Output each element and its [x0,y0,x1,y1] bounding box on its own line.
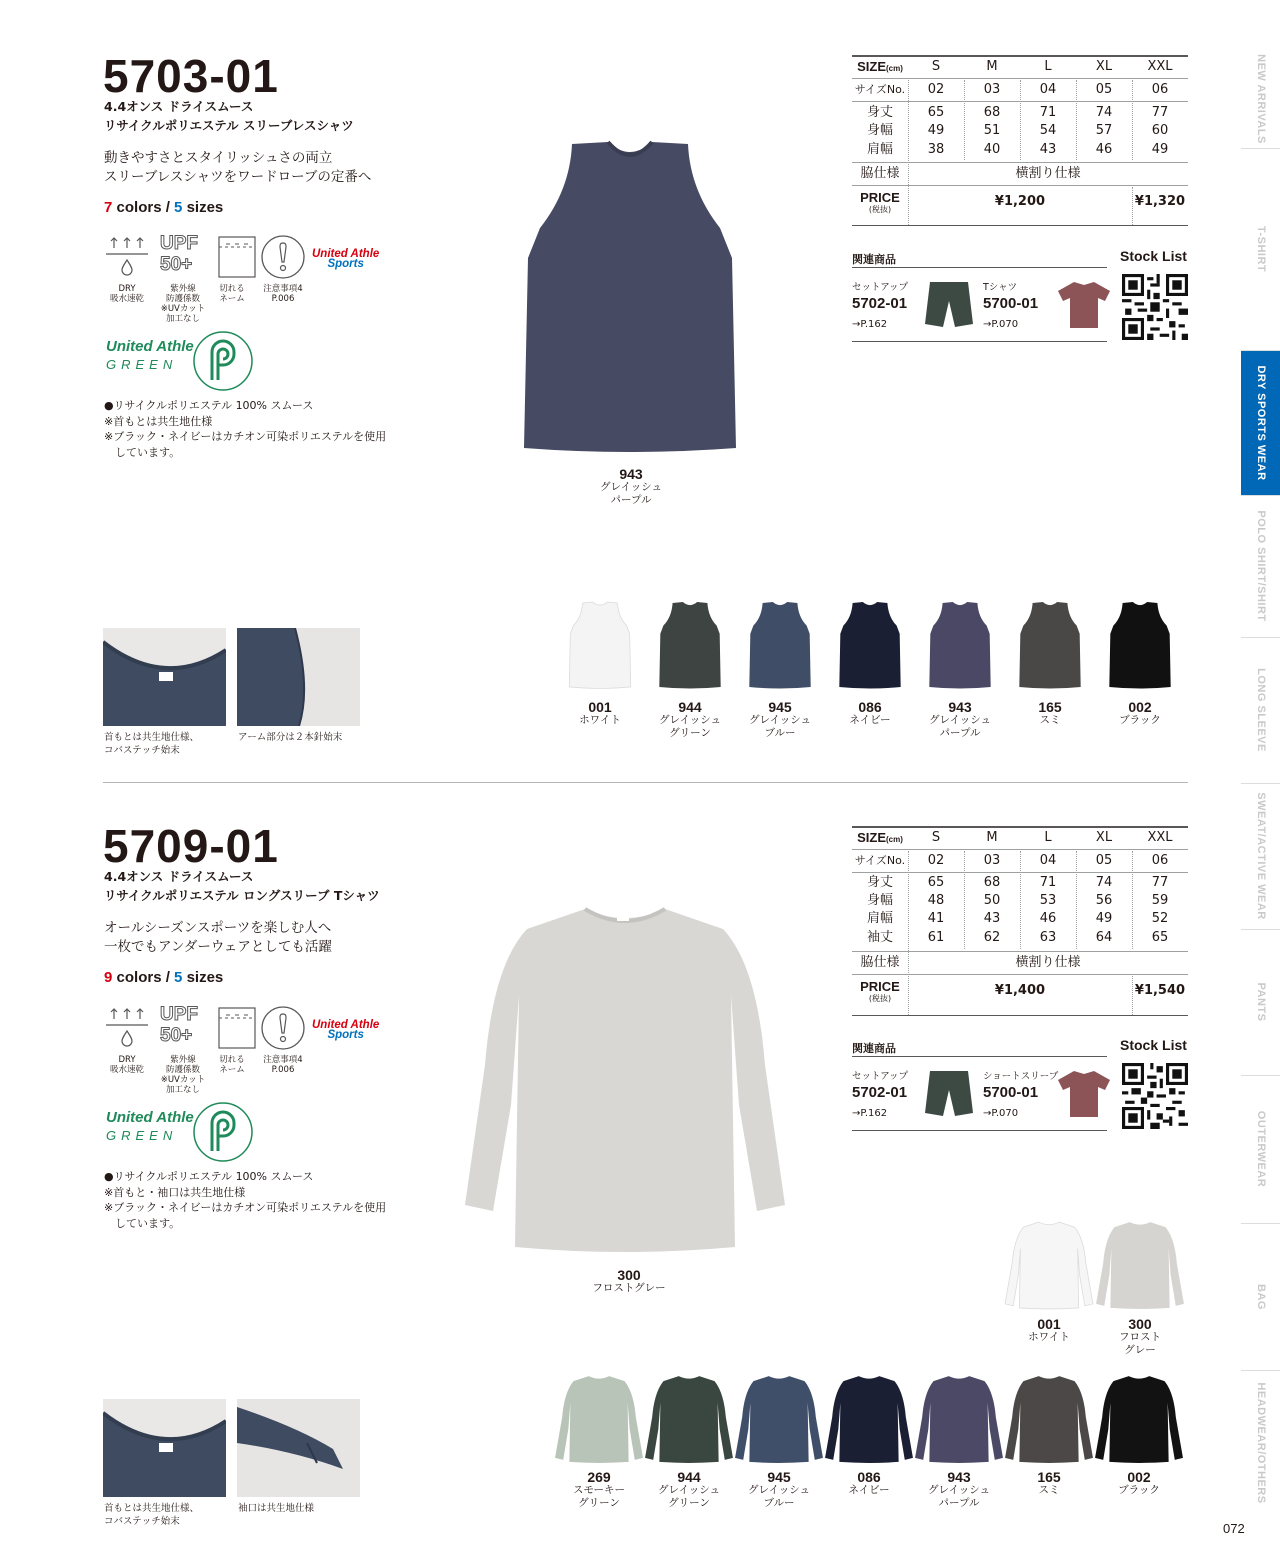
sidebar-tab-label: SWEAT/ACTIVE WEAR [1254,792,1267,920]
color-swatch-002 [1107,601,1173,689]
sidebar-tab-label: BAG [1254,1283,1267,1310]
color-swatch-943 [913,1374,1005,1464]
product-description-2: 一枚でもアンダーウェアとしても活躍 [104,939,332,955]
product-notes: ●リサイクルポリエステル 100% スムース ※首もと・袖口は共生地仕様 ※ブラック・ネイビーはカチオン可染ポリエステルを使用 しています。 [104,1170,387,1230]
product-subtitle-2: リサイクルポリエステル ロングスリーブ Tシャツ [104,888,380,903]
color-code: 943 [948,699,972,715]
color-label [644,1470,734,1510]
color-name: ホワイト [579,714,621,726]
swatch-garment-image [837,601,903,689]
color-label [555,700,645,727]
color-name: グレイッシュ [747,1484,811,1496]
feature-icons [104,1004,404,1095]
color-label [1094,1470,1184,1497]
color-code: 002 [1127,1469,1151,1485]
caution-label: 注意事項4 P.006 [263,1055,303,1075]
related-tshirt-image [1056,280,1112,330]
color-count: 9 [104,969,113,986]
related-item-code[interactable]: 5702-01 [852,1084,908,1101]
swatch-garment-image [913,1374,1005,1464]
sidebar-tab[interactable] [1241,637,1280,783]
product-description-1: 動きやすさとスタイリッシュさの両立 [104,150,333,166]
size-table [852,826,1188,1016]
united-athle-sports-logo: United Athle Sports [312,248,380,270]
sidebar-tab-label: OUTERWEAR [1254,1110,1267,1188]
product-description-1: オールシーズンスポーツを楽しむ人へ [104,920,332,936]
color-name: ブルー [763,1497,795,1509]
color-name: グリーン [668,1497,710,1509]
color-label [915,700,1005,740]
colors-sizes: 7 colors / 5 sizes [104,199,224,216]
caution-icon [260,234,306,280]
sidebar-divider [1241,1075,1280,1076]
color-swatch-002 [1093,1374,1185,1464]
dry-label: DRY 吸水速乾 [109,284,144,304]
color-name: ネイビー [849,714,891,726]
united-athle-green-logo: United Athle GREEN [104,330,264,390]
sidebar-tab[interactable] [1241,50,1280,148]
table-row: 身幅 48 50 53 56 59 [866,893,1169,908]
color-swatch-943 [927,601,993,689]
upf-icon: UPF 50+ [160,233,198,275]
swatch-garment-image [1094,1220,1186,1310]
sidebar-tab[interactable] [1241,929,1280,1075]
qr-code[interactable] [1122,1063,1188,1129]
tag-label: 切れる ネーム [219,1055,245,1075]
tag-icon [214,1005,260,1051]
upf-label: 紫外線 防護係数 ※UVカット 加工なし [160,284,206,324]
table-header-row: SIZE(cm) S M L XL XXL [857,59,1173,74]
product-notes: ●リサイクルポリエステル 100% スムース ※首もとは共生地仕様 ※ブラック・ネイビーはカチオン可染ポリエステルを使用 しています。 [104,399,387,459]
color-name: グレイッシュ [748,714,812,726]
upf-label: 紫外線 防護係数 ※UVカット 加工なし [160,1055,206,1095]
photo-caption: 首もとは共生地仕様、 コバステッチ始末 [104,732,200,756]
sidebar-tab-label: T-SHIRT [1254,225,1267,273]
sidebar-tab-label: DRY SPORTS WEAR [1254,364,1267,481]
color-label [554,1470,644,1510]
price-row: PRICE (税抜) ¥1,400 ¥1,540 [852,980,1188,1010]
color-name: グレイッシュ [928,714,992,726]
color-code: 001 [1037,1316,1061,1332]
price-1: ¥1,200 [994,194,1046,209]
related-shorts-image [924,1069,974,1117]
model-number: 5703-01 [103,50,279,102]
sidebar-tab[interactable] [1241,148,1280,350]
table-row: 身丈 65 68 71 74 77 [866,105,1169,120]
color-swatch-945 [747,601,813,689]
color-name: ネイビー [848,1484,890,1496]
swatch-garment-image [643,1374,735,1464]
color-code: 944 [677,1469,701,1485]
recycled-polyester-badge [192,1101,254,1163]
color-name: グレイッシュ [658,714,722,726]
section-divider [103,782,1188,783]
united-athle-sports-logo: United Athle Sports [312,1019,380,1041]
detail-photo-neck [103,628,226,726]
color-name: ホワイト [1028,1331,1070,1343]
table-row: サイズNo. 02 03 04 05 06 [854,82,1169,97]
color-label [1005,700,1095,727]
detail-photo-cuff [237,1399,360,1497]
color-name: パープル [938,1497,980,1509]
size-count: 5 [174,969,183,986]
product-subtitle-1: 4.4オンス ドライスムース [104,99,254,114]
sidebar-tab-label: PANTS [1254,982,1267,1022]
color-name: スモーキー [572,1484,626,1496]
related-item-code[interactable]: 5700-01 [983,295,1039,312]
sidebar-divider [1241,637,1280,638]
color-label [1004,1317,1094,1344]
sidebar-divider [1241,1370,1280,1371]
table-row-side: 脇仕様 横割り仕様 [860,955,1081,970]
price-2: ¥1,320 [1134,194,1186,209]
sidebar-tab[interactable] [1241,495,1280,637]
price-1: ¥1,400 [994,983,1046,998]
table-row: 肩幅 41 43 46 49 52 [866,911,1169,926]
swatch-garment-image [1093,1374,1185,1464]
color-label [914,1470,1004,1510]
color-label [1095,1317,1185,1357]
recycled-polyester-badge [192,330,254,392]
page-number: 072 [1223,1521,1245,1536]
table-row: 身丈 65 68 71 74 77 [866,875,1169,890]
color-label [825,700,915,727]
stock-list-label: Stock List [1120,248,1187,264]
qr-code[interactable] [1122,274,1188,340]
color-swatch-300 [1094,1220,1186,1310]
sidebar-divider [1241,350,1280,351]
swatch-garment-image [1003,1220,1095,1310]
product-subtitle-2: リサイクルポリエステル スリーブレスシャツ [104,118,354,133]
swatch-garment-image [553,1374,645,1464]
sidebar-divider [1241,783,1280,784]
product-description-2: スリーブレスシャツをワードローブの定番へ [104,169,372,185]
color-code: 086 [858,699,882,715]
table-row: 肩幅 38 40 43 46 49 [866,142,1169,157]
table-row: サイズNo. 02 03 04 05 06 [854,853,1169,868]
table-header-row: SIZE(cm) S M L XL XXL [857,830,1173,845]
swatch-garment-image [733,1374,825,1464]
color-code: 300 [1128,1316,1152,1332]
color-name: グレイッシュ [927,1484,991,1496]
related-item-code[interactable]: 5700-01 [983,1084,1039,1101]
color-code: 944 [678,699,702,715]
related-item-code[interactable]: 5702-01 [852,295,908,312]
color-label [735,700,825,740]
swatch-garment-image [747,601,813,689]
table-row: 身幅 49 51 54 57 60 [866,123,1169,138]
sidebar-tab-label: HEADWEAR/OTHERS [1254,1381,1267,1504]
sidebar-tab[interactable] [1241,1075,1280,1223]
swatch-garment-image [1107,601,1173,689]
swatch-garment-image [567,601,633,689]
color-code: 945 [767,1469,791,1485]
sidebar-tab-label: POLO SHIRT/SHIRT [1254,510,1267,622]
color-code: 165 [1037,1469,1061,1485]
feature-icons [104,233,404,324]
photo-caption: アーム部分は２本針始末 [238,732,343,743]
sidebar-divider [1241,929,1280,930]
color-count: 7 [104,199,113,216]
color-code: 943 [947,1469,971,1485]
table-row-side: 脇仕様 横割り仕様 [860,166,1081,181]
color-swatch-001 [1003,1220,1095,1310]
photo-caption: 袖口は共生地仕様 [238,1503,315,1514]
color-swatch-944 [643,1374,735,1464]
dry-icon [104,1005,150,1051]
color-code: 269 [587,1469,611,1485]
color-name: スミ [1039,714,1061,726]
color-code: 001 [588,699,612,715]
sidebar-tab[interactable] [1241,350,1280,495]
related-title: 関連商品 [852,253,896,266]
color-code: 165 [1038,699,1062,715]
dry-icon [104,234,150,280]
color-label [824,1470,914,1497]
sidebar-divider [1241,1223,1280,1224]
price-row: PRICE (税抜) ¥1,200 ¥1,320 [852,191,1188,221]
dry-label: DRY 吸水速乾 [109,1055,144,1075]
colors-sizes: 9 colors / 5 sizes [104,969,224,986]
stock-list-label: Stock List [1120,1037,1187,1053]
product-subtitle-1: 4.4オンス ドライスムース [104,869,254,884]
color-swatch-086 [837,601,903,689]
sidebar-tab-label: NEW ARRIVALS [1254,54,1267,144]
photo-caption: 首もとは共生地仕様、 コバステッチ始末 [104,1503,200,1527]
related-title: 関連商品 [852,1042,896,1055]
price-2: ¥1,540 [1134,983,1186,998]
swatch-garment-image [1003,1374,1095,1464]
sidebar-tab[interactable] [1241,783,1280,929]
model-number: 5709-01 [103,820,279,872]
color-swatch-944 [657,601,723,689]
main-product-image [455,905,795,1255]
color-swatch-086 [823,1374,915,1464]
color-name: グリーン [669,727,711,739]
color-swatch-165 [1017,601,1083,689]
color-code: 002 [1128,699,1152,715]
main-color-label: 300 フロストグレー [592,1267,666,1294]
sidebar-tab[interactable] [1241,1223,1280,1370]
color-label [734,1470,824,1510]
caution-icon [260,1005,306,1051]
swatch-garment-image [823,1374,915,1464]
color-code: 945 [768,699,792,715]
color-name: スミ [1038,1484,1060,1496]
related-products: 関連商品 Stock List セットアップ 5702-01 →P.162 Tシャツ 5700-01 →P.070 [852,248,1188,348]
tag-label: 切れる ネーム [219,284,245,304]
color-code: 086 [857,1469,881,1485]
color-swatch-945 [733,1374,825,1464]
sidebar-divider [1241,495,1280,496]
sidebar-tab-label: LONG SLEEVE [1254,668,1267,752]
color-name: グレイッシュ [657,1484,721,1496]
main-color-label: 943 グレイッシュ パープル [599,466,663,506]
color-name: ブラック [1119,714,1161,726]
related-tshirt-image [1056,1069,1112,1119]
color-name: グレー [1124,1344,1156,1356]
color-name: グリーン [578,1497,620,1509]
detail-photo-neck [103,1399,226,1497]
caution-label: 注意事項4 P.006 [263,284,303,304]
detail-photo-arm [237,628,360,726]
united-athle-green-logo: United Athle GREEN [104,1101,264,1161]
upf-icon: UPF 50+ [160,1004,198,1046]
color-name: ブラック [1118,1484,1160,1496]
color-name: ブルー [764,727,796,739]
color-swatch-001 [567,601,633,689]
related-shorts-image [924,280,974,328]
sidebar-tab[interactable] [1241,1370,1280,1515]
size-count: 5 [174,199,183,216]
color-swatch-165 [1003,1374,1095,1464]
tag-icon [214,234,260,280]
color-swatch-269 [553,1374,645,1464]
color-label [1095,700,1185,727]
swatch-garment-image [927,601,993,689]
related-products: 関連商品 Stock List セットアップ 5702-01 →P.162 ショートスリーブ 5700-01 →P.070 [852,1037,1188,1137]
color-label [1004,1470,1094,1497]
swatch-garment-image [657,601,723,689]
swatch-garment-image [1017,601,1083,689]
sidebar-divider [1241,148,1280,149]
main-product-image [520,140,740,455]
table-row: 袖丈 61 62 63 64 65 [866,930,1169,945]
color-name: パープル [939,727,981,739]
color-label [645,700,735,740]
color-name: フロスト [1119,1331,1161,1343]
size-table [852,55,1188,215]
